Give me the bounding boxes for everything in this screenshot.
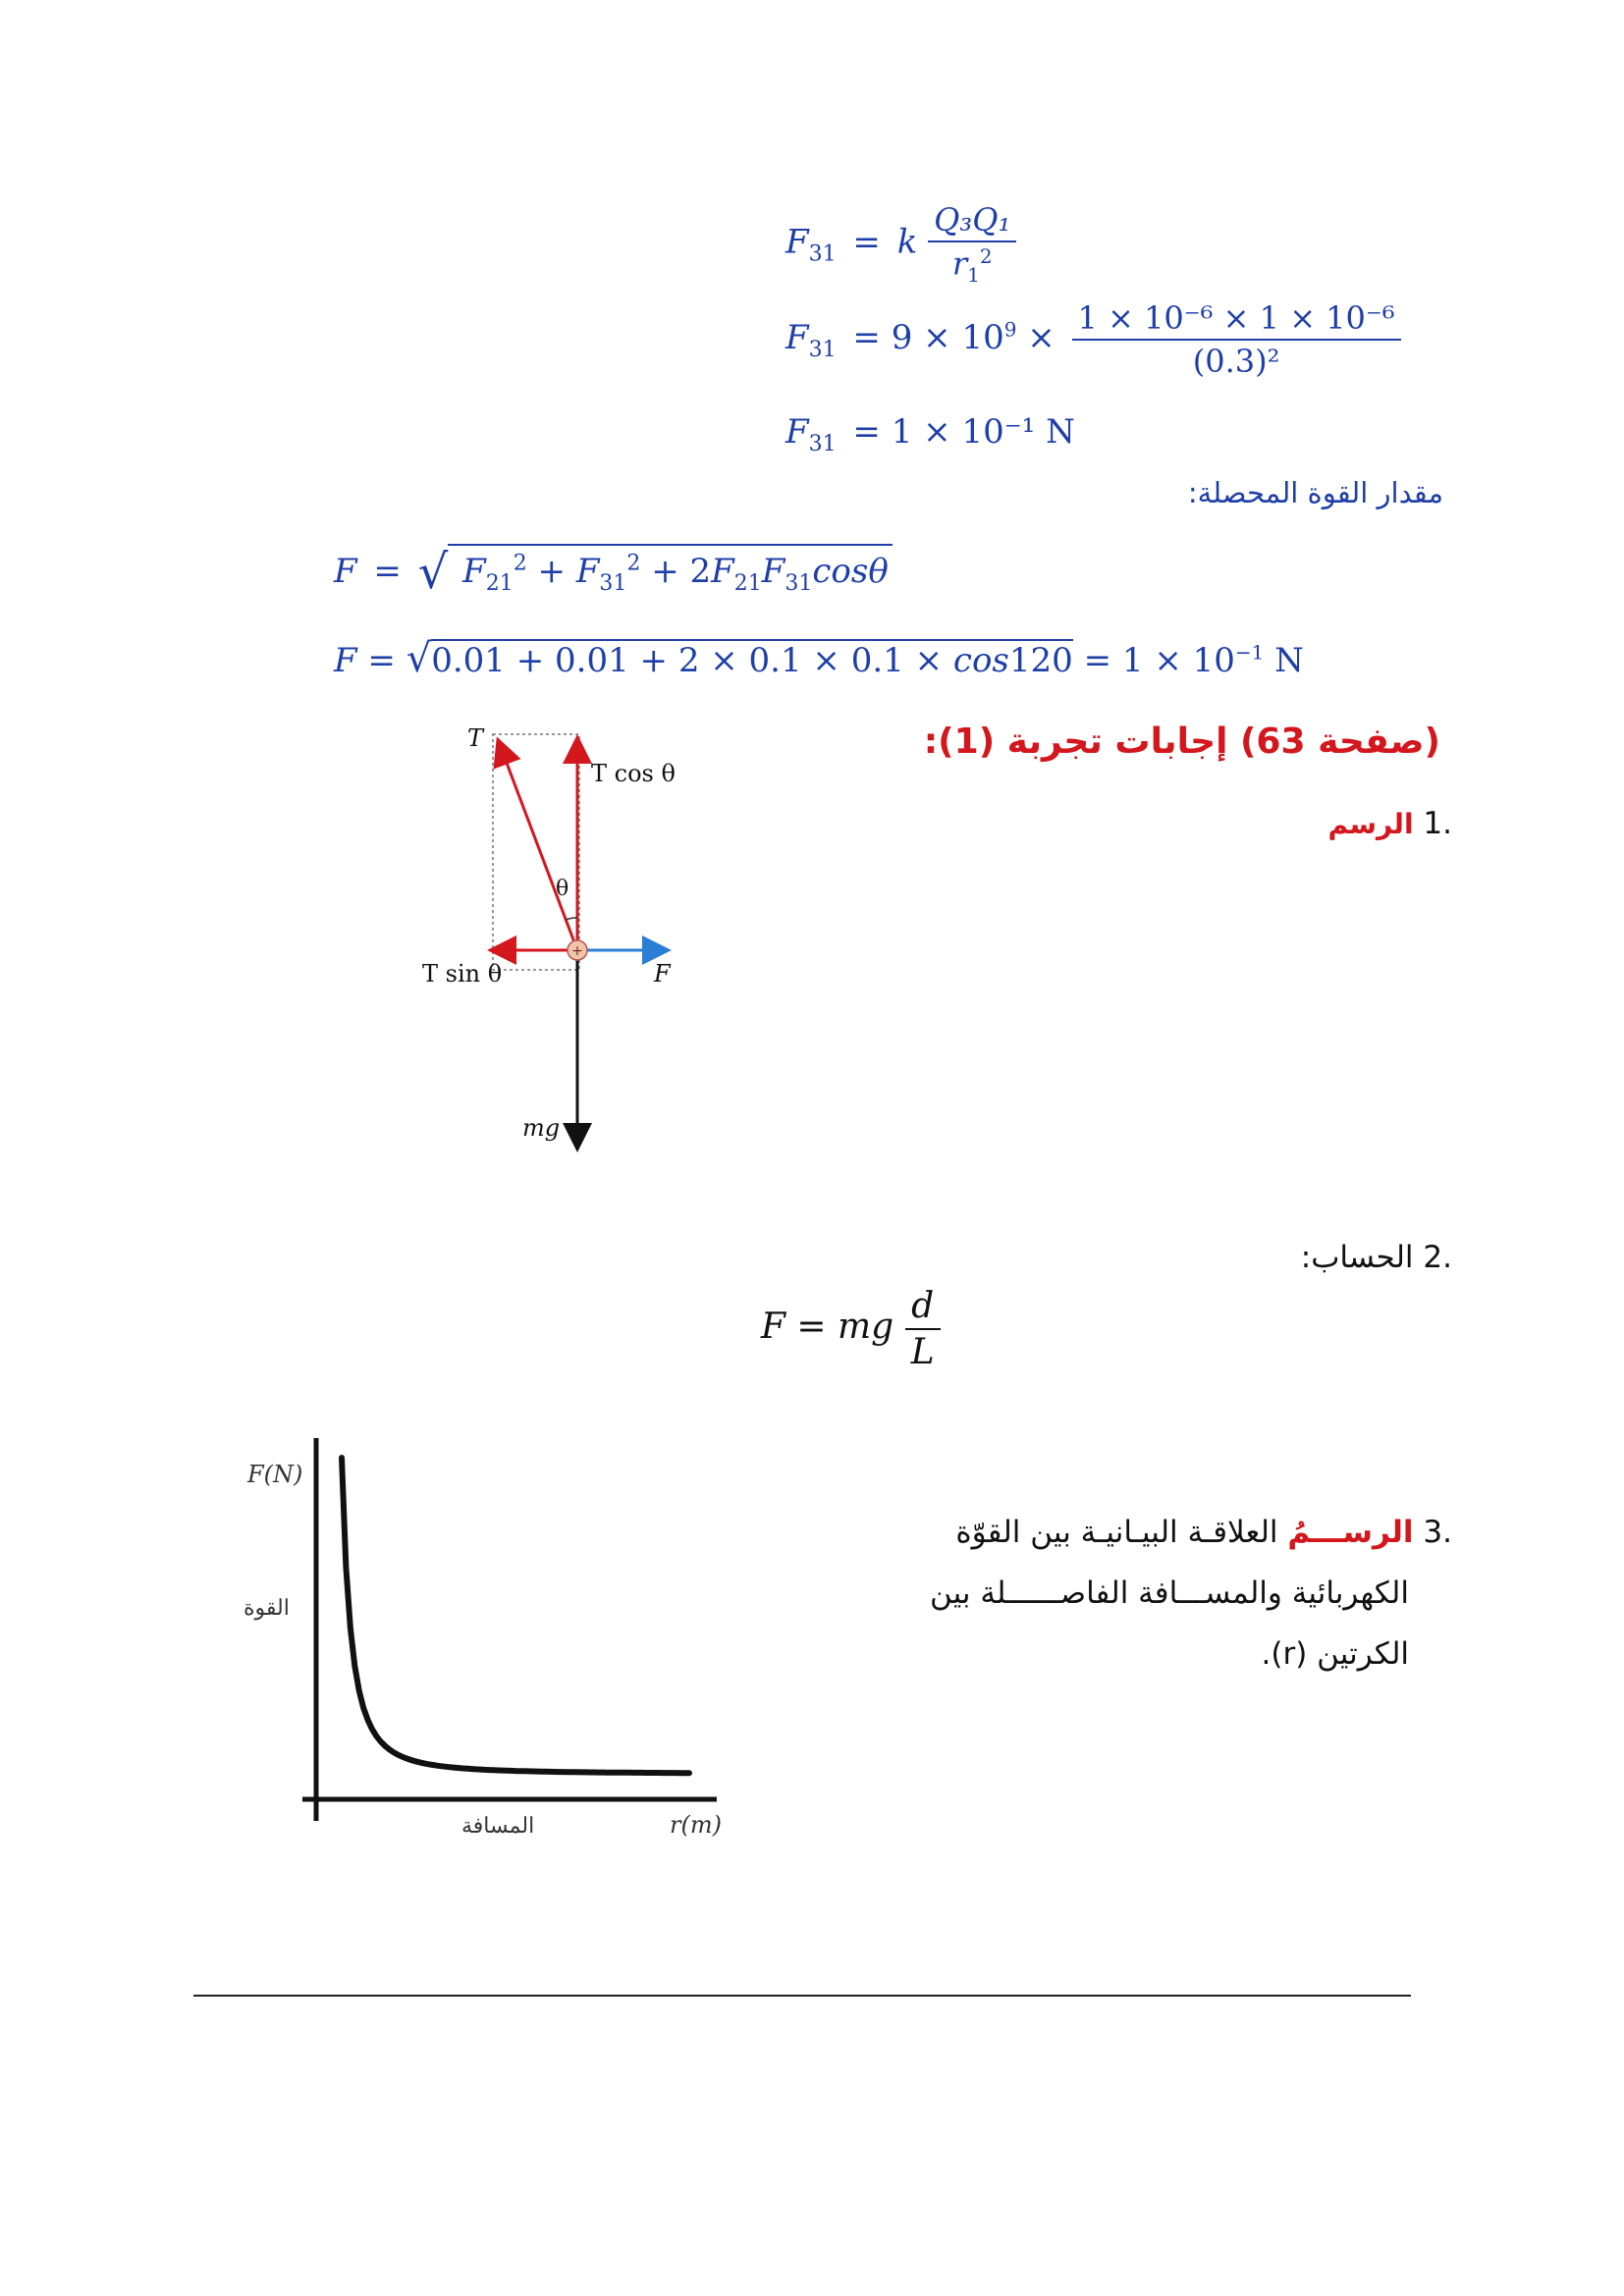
y-axis-label-ar: القوة: [244, 1596, 290, 1621]
label-t-sin: T sin θ: [422, 960, 503, 988]
item3-label: الرســـمُ: [1287, 1515, 1414, 1550]
item3-number: .3: [1423, 1515, 1452, 1550]
x-axis-label: r(m): [670, 1811, 722, 1839]
list-item-1: [1328, 793, 1452, 855]
item1-number: .1: [1423, 806, 1452, 841]
f31-numerator: Q₃Q₁: [934, 201, 1011, 239]
list-item-3: [930, 1502, 1452, 1684]
f31-result: $F_{31} = 1 \times 10^{-1}$ N: [785, 412, 1075, 456]
f31-sub-numerator: 1 × 10⁻⁶ × 1 × 10⁻⁶: [1077, 299, 1395, 337]
y-axis-label: F(N): [247, 1461, 303, 1488]
item1-label: الرسم: [1327, 808, 1414, 840]
item2-number: .2: [1423, 1240, 1452, 1275]
resultant-numeric: $F = √0.01 + 0.01 + 2 \times 0.1 \times 0.1 \times \cos 120 = 1 \times 10^{-1}$ N: [334, 636, 1304, 681]
tension-arrow: [499, 742, 577, 950]
component-box: [493, 734, 579, 970]
inverse-square-curve: [342, 1458, 689, 1773]
resultant-label: مقدار القوة المحصلة:: [1187, 476, 1443, 509]
resultant-formula: F = √ $F_{21}^2 + F_{31}^2 + 2F_{21}F_{31}\cos\theta$: [334, 545, 893, 600]
item2-label: الحساب:: [1300, 1240, 1414, 1275]
label-theta: θ: [556, 877, 569, 901]
force-diagram: [412, 717, 707, 1158]
f31-result-text: = 1 × 10⁻¹ N: [852, 412, 1075, 452]
f31-formula: $F_{31} = k$ $\frac{\text{Q₃Q₁}}{r_1^2}$: [785, 201, 1016, 287]
experiment-heading: (صفحة 63) إجابات تجربة (1):: [923, 721, 1440, 762]
svg-text:+: +: [571, 943, 583, 959]
item3-text-3: الكرتين (r).: [1261, 1636, 1409, 1672]
force-distance-graph: [226, 1428, 746, 1850]
f31-substitution: $F_{31} = 9 \times 10^9$ × $\frac{\text{1 × 10⁻⁶ × 1 × 10⁻⁶}}{\text{(0.3)²}}$: [785, 299, 1401, 380]
label-f: F: [654, 960, 671, 988]
x-axis-label-ar: المسافة: [461, 1814, 535, 1839]
item3-text-1: العلاقـة البيـانيـة بين القوّة: [955, 1515, 1278, 1550]
list-item-2: [1301, 1227, 1452, 1288]
label-t: T: [467, 724, 484, 752]
footer-rule: [193, 1995, 1411, 1997]
item3-text-2: الكهربائية والمســـافة الفاصــــــلة بين: [929, 1575, 1409, 1611]
item2-formula: F = mg $\frac{d}{L}$: [761, 1286, 941, 1372]
label-mg: mg: [522, 1114, 561, 1142]
label-t-cos: T cos θ: [591, 760, 676, 787]
theta-arc: [566, 918, 577, 920]
f31-sub-denominator: (0.3)²: [1072, 339, 1401, 380]
